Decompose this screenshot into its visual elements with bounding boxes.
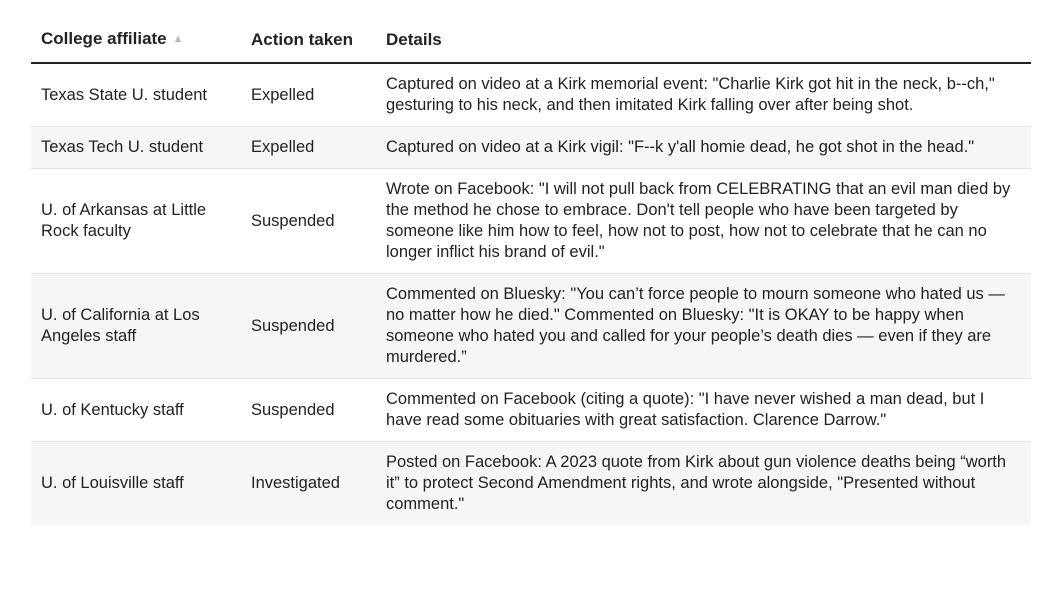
column-header-action[interactable] <box>241 0 376 63</box>
cell-affiliate: Texas State U. student <box>31 63 241 127</box>
cell-action: Suspended <box>241 169 376 274</box>
cell-details: Captured on video at a Kirk vigil: "F--k y'all homie dead, he got shot in the head." <box>376 127 1031 169</box>
cell-details: Posted on Facebook: A 2023 quote from Kirk about gun violence deaths being “worth it” to protect Second Amendment rights, and wrote alongside, "Presented without comment." <box>376 442 1031 526</box>
header-row <box>31 0 1031 63</box>
column-header-action-label: Action taken <box>251 30 354 49</box>
cell-affiliate: U. of Louisville staff <box>31 442 241 526</box>
cell-action: Suspended <box>241 379 376 442</box>
table-body <box>31 63 1031 525</box>
cell-action: Investigated <box>241 442 376 526</box>
cell-action: Expelled <box>241 63 376 127</box>
cell-details: Wrote on Facebook: "I will not pull back from CELEBRATING that an evil man died by the method he chose to embrace. Don't tell people who have been targeted by someone like him how to feel, how not to post, how not to celebrate that he can no longer inflict his brand of evil." <box>376 169 1031 274</box>
table-row <box>31 127 1031 169</box>
cell-affiliate: U. of Arkansas at Little Rock faculty <box>31 169 241 274</box>
sort-ascending-icon[interactable]: ▲ <box>172 33 184 45</box>
column-header-details[interactable] <box>376 0 1031 63</box>
column-header-affiliate[interactable] <box>31 0 241 63</box>
column-header-affiliate-label: College affiliate <box>41 29 167 48</box>
cell-details: Captured on video at a Kirk memorial event: "Charlie Kirk got hit in the neck, b--ch," gesturing to his neck, and then imitated Kirk falling over after being shot. <box>376 63 1031 127</box>
college-actions-table <box>31 0 1031 525</box>
table-row <box>31 379 1031 442</box>
cell-action: Expelled <box>241 127 376 169</box>
table-row <box>31 63 1031 127</box>
table-row <box>31 442 1031 526</box>
cell-affiliate: U. of Kentucky staff <box>31 379 241 442</box>
cell-affiliate: U. of California at Los Angeles staff <box>31 274 241 379</box>
cell-action: Suspended <box>241 274 376 379</box>
cell-details: Commented on Facebook (citing a quote): "I have never wished a man dead, but I have read some obituaries with great satisfaction. Clarence Darrow." <box>376 379 1031 442</box>
column-header-details-label: Details <box>386 30 442 49</box>
table-row <box>31 274 1031 379</box>
cell-details: Commented on Bluesky: "You can’t force people to mourn someone who hated us — no matter how he died." Commented on Bluesky: "It is OKAY to be happy when someone who hated you and called for your people’s death dies — even if they are murdered.” <box>376 274 1031 379</box>
cell-affiliate: Texas Tech U. student <box>31 127 241 169</box>
table-header <box>31 0 1031 63</box>
table-row <box>31 169 1031 274</box>
data-table-container <box>31 0 1031 525</box>
